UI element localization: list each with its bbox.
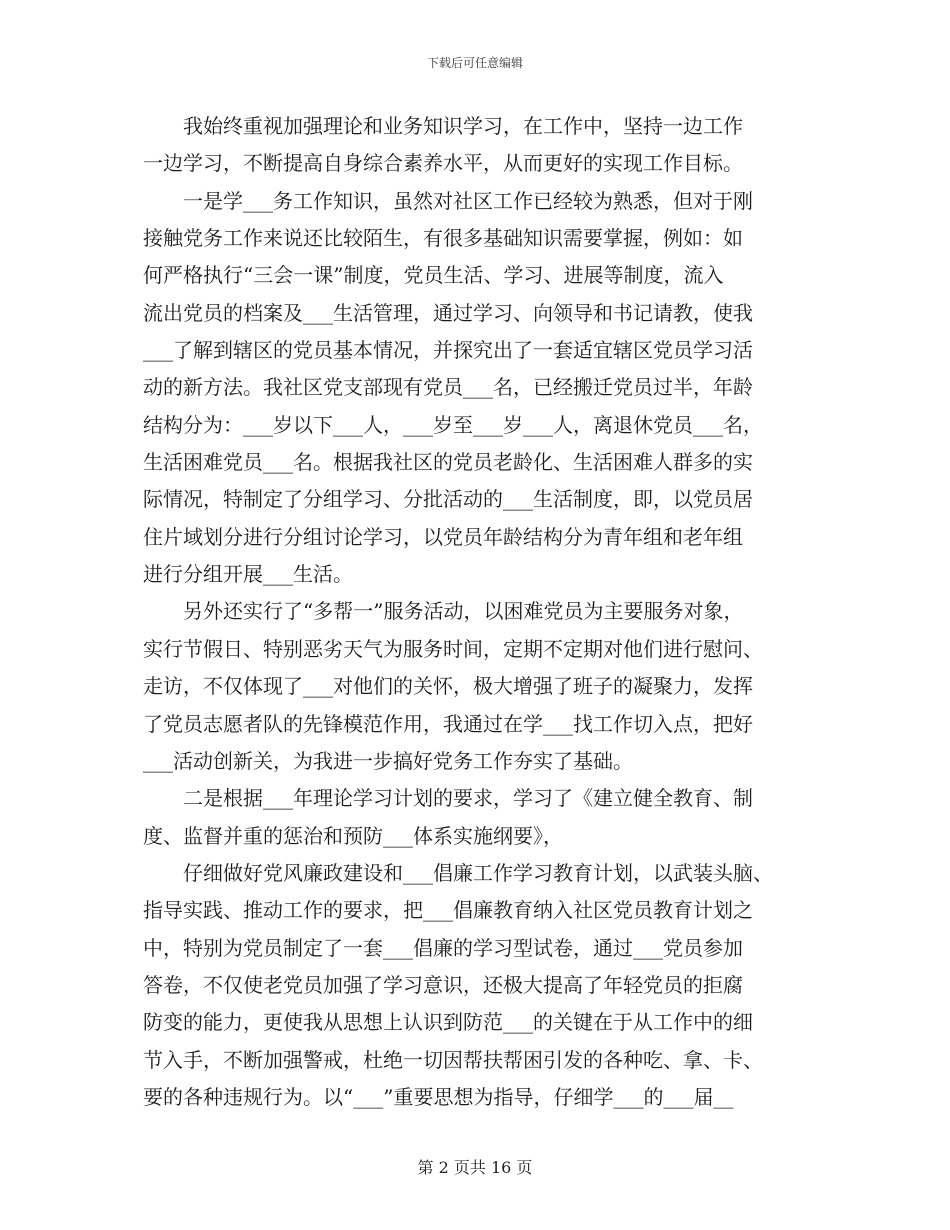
text-line: 仔细做好党风廉政建设和___倡廉工作学习教育计划，以武装头脑、 bbox=[143, 860, 773, 885]
text-line: 节入手，不断加强警戒，杜绝一切因帮扶帮困引发的各种吃、拿、卡、 bbox=[143, 1047, 763, 1072]
text-line: 走访，不仅体现了___对他们的关怀，极大增强了班子的凝聚力，发挥 bbox=[143, 674, 753, 699]
text-line: 答卷，不仅使老党员加强了学习意识，还极大提高了年轻党员的拒腐 bbox=[143, 972, 743, 997]
text-line: 际情况，特制定了分组学习、分批活动的___生活制度，即，以党员居 bbox=[143, 487, 753, 512]
text-line: 了党员志愿者队的先锋模范作用，我通过在学___找工作切入点，把好 bbox=[143, 711, 753, 736]
text-line: 二是根据___年理论学习计划的要求，学习了《建立健全教育、制 bbox=[143, 786, 753, 811]
text-line: 动的新方法。我社区党支部现有党员___名，已经搬迁党员过半，年龄 bbox=[143, 375, 753, 400]
text-line: 中，特别为党员制定了一套___倡廉的学习型试卷，通过___党员参加 bbox=[143, 935, 743, 960]
text-line: 防变的能力，更使我从思想上认识到防范___的关键在于从工作中的细 bbox=[143, 1010, 753, 1035]
text-line: 度、监督并重的惩治和预防___体系实施纲要》， bbox=[143, 823, 563, 848]
text-line: 结构分为：___岁以下___人，___岁至___岁___人，离退休党员___名， bbox=[143, 412, 763, 437]
text-line: 另外还实行了“多帮一”服务活动，以困难党员为主要服务对象， bbox=[143, 599, 744, 624]
text-line: 进行分组开展___生活。 bbox=[143, 562, 353, 587]
text-line: 一是学___务工作知识，虽然对社区工作已经较为熟悉，但对于刚 bbox=[143, 188, 753, 213]
text-line: 要的各种违规行为。以“___”重要思想为指导，仔细学___的___届__ bbox=[143, 1084, 734, 1109]
text-line: 流出党员的档案及___生活管理，通过学习、向领导和书记请教，使我 bbox=[143, 300, 753, 325]
page-number-footer: 第 2 页共 16 页 bbox=[417, 1158, 533, 1177]
text-line: 我始终重视加强理论和业务知识学习，在工作中，坚持一边工作 bbox=[143, 114, 743, 138]
text-line: 实行节假日、特别恶劣天气为服务时间，定期不定期对他们进行慰问、 bbox=[143, 636, 763, 661]
text-line: 接触党务工作来说还比较陌生，有很多基础知识需要掌握，例如：如 bbox=[143, 226, 743, 251]
text-line: 何严格执行“三会一课”制度，党员生活、学习、进展等制度，流入 bbox=[143, 263, 724, 288]
text-line: 指导实践、推动工作的要求，把___倡廉教育纳入社区党员教育计划之 bbox=[143, 898, 753, 923]
text-line: 生活困难党员___名。根据我社区的党员老龄化、生活困难人群多的实 bbox=[143, 450, 753, 475]
document-body bbox=[143, 108, 833, 1116]
text-line: ___了解到辖区的党员基本情况，并探究出了一套适宜辖区党员学习活 bbox=[143, 338, 753, 363]
page-header-note: 下载后可任意编辑 bbox=[426, 56, 523, 70]
text-line: 一边学习，不断提高自身综合素养水平，从而更好的实现工作目标。 bbox=[143, 151, 743, 176]
text-line: ___活动创新关，为我进一步搞好党务工作夯实了基础。 bbox=[143, 748, 633, 773]
text-line: 住片域划分进行分组讨论学习，以党员年龄结构分为青年组和老年组 bbox=[143, 524, 743, 549]
